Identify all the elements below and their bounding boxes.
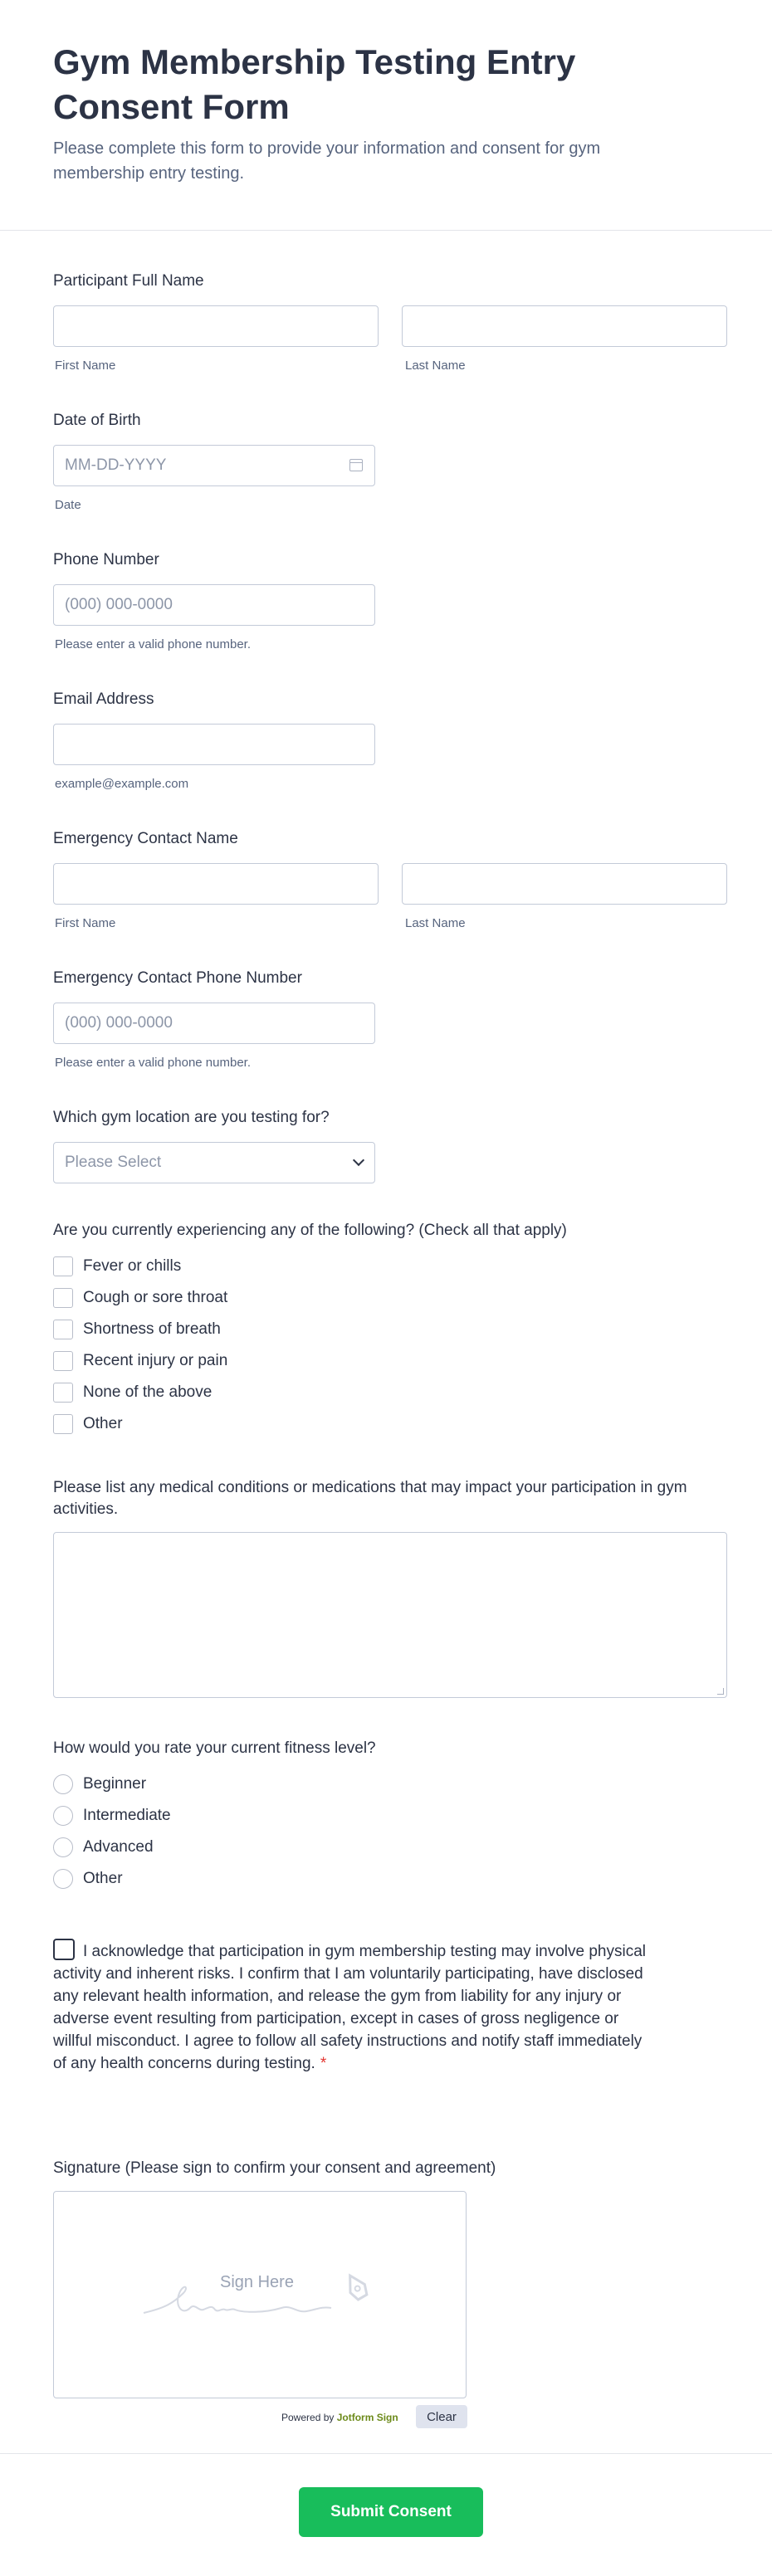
checkbox[interactable]	[53, 1414, 73, 1434]
option-label: Intermediate	[83, 1807, 171, 1824]
medical-label: Please list any medical conditions or medications that may impact your participation in gym activities.	[53, 1479, 687, 1518]
location-selected-value: Please Select	[65, 1154, 162, 1171]
chevron-down-icon	[353, 1154, 364, 1166]
emergency-first-sublabel: First Name	[55, 916, 116, 930]
radio[interactable]	[53, 1837, 73, 1857]
symptom-option[interactable]	[53, 1318, 221, 1341]
location-label: Which gym location are you testing for?	[53, 1109, 330, 1126]
emergency-name-field	[53, 828, 727, 936]
form-header	[0, 0, 772, 231]
symptom-option[interactable]	[53, 1381, 212, 1404]
phone-label: Phone Number	[53, 551, 159, 568]
emergency-last-name-input[interactable]	[402, 863, 727, 905]
page-title: Gym Membership Testing Entry Consent Form	[53, 42, 576, 126]
consent-statement	[53, 1939, 659, 2075]
consent-text: I acknowledge that participation in gym membership testing may involve physical activity and inherent risks. I confirm that I am voluntarily participating, have disclosed any relevant health information, and release the gym from liability for any injury or adverse event resulting from participation, except in cases of gross negligence or willful misconduct. I agree to follow all safety instructions and notify staff immediately of any health concerns during testing.	[53, 1943, 646, 2072]
checkbox[interactable]	[53, 1256, 73, 1276]
symptoms-label: Are you currently experiencing any of the following? (Check all that apply)	[53, 1222, 567, 1239]
radio[interactable]	[53, 1774, 73, 1794]
first-name-sublabel: First Name	[55, 359, 116, 373]
medical-field	[53, 1477, 727, 1701]
fitness-option[interactable]	[53, 1836, 154, 1859]
emergency-phone-placeholder: (000) 000-0000	[65, 1014, 173, 1032]
participant-last-name-input[interactable]	[402, 305, 727, 347]
signature-pad[interactable]	[53, 2191, 467, 2398]
jotform-sign-brand: Jotform Sign	[336, 2412, 398, 2423]
submit-button[interactable]: Submit Consent	[299, 2487, 483, 2537]
clear-signature-button[interactable]: Clear	[416, 2405, 467, 2428]
required-mark: *	[320, 2055, 327, 2072]
dob-label: Date of Birth	[53, 412, 141, 429]
calendar-icon[interactable]	[349, 459, 363, 471]
signature-label: Signature (Please sign to confirm your consent and agreement)	[53, 2159, 496, 2177]
emergency-name-label: Emergency Contact Name	[53, 830, 238, 847]
symptom-option[interactable]	[53, 1349, 227, 1373]
emergency-first-name-input[interactable]	[53, 863, 379, 905]
form-footer	[0, 2453, 772, 2576]
dob-input[interactable]	[53, 445, 375, 486]
radio[interactable]	[53, 1806, 73, 1826]
consent-checkbox[interactable]	[53, 1939, 75, 1960]
symptom-option[interactable]	[53, 1255, 181, 1278]
option-label: Advanced	[83, 1838, 154, 1856]
powered-prefix: Powered by	[281, 2412, 335, 2423]
fitness-option[interactable]	[53, 1804, 171, 1827]
location-select[interactable]	[53, 1142, 375, 1183]
participant-name-field	[53, 271, 727, 378]
dob-sublabel: Date	[55, 498, 81, 512]
symptom-option[interactable]	[53, 1412, 123, 1436]
medical-textarea[interactable]	[53, 1532, 727, 1698]
signature-field	[53, 2158, 727, 2440]
location-field	[53, 1107, 727, 1190]
option-label: None of the above	[83, 1383, 213, 1401]
emergency-phone-input[interactable]	[53, 1003, 375, 1044]
dob-placeholder: MM-DD-YYYY	[65, 456, 167, 474]
radio[interactable]	[53, 1869, 73, 1889]
email-input[interactable]	[53, 724, 375, 765]
symptoms-field	[53, 1220, 727, 1444]
emergency-last-sublabel: Last Name	[405, 916, 466, 930]
email-sublabel: example@example.com	[55, 777, 189, 791]
fitness-field	[53, 1738, 727, 1904]
symptom-option[interactable]	[53, 1286, 227, 1310]
checkbox[interactable]	[53, 1351, 73, 1371]
last-name-sublabel: Last Name	[405, 359, 466, 373]
option-label: Shortness of breath	[83, 1320, 221, 1338]
fitness-label: How would you rate your current fitness level?	[53, 1739, 376, 1757]
page-subtitle: Please complete this form to provide your information and consent for gym membership entry testing.	[53, 139, 601, 183]
resize-handle-icon[interactable]	[717, 1688, 724, 1695]
checkbox[interactable]	[53, 1383, 73, 1403]
option-label: Recent injury or pain	[83, 1352, 228, 1369]
checkbox[interactable]	[53, 1320, 73, 1339]
emergency-phone-field	[53, 968, 727, 1076]
participant-first-name-input[interactable]	[53, 305, 379, 347]
signature-hint: Sign Here	[220, 2273, 294, 2291]
fitness-option[interactable]	[53, 1867, 123, 1891]
option-label: Other	[83, 1415, 123, 1432]
option-label: Fever or chills	[83, 1257, 182, 1275]
dob-field	[53, 410, 727, 518]
checkbox[interactable]	[53, 1288, 73, 1308]
email-field	[53, 689, 727, 797]
emergency-phone-label: Emergency Contact Phone Number	[53, 969, 302, 987]
phone-input[interactable]	[53, 584, 375, 626]
powered-by	[281, 2412, 398, 2423]
option-label: Beginner	[83, 1775, 147, 1793]
signature-scribble-icon	[140, 2271, 389, 2330]
phone-sublabel: Please enter a valid phone number.	[55, 637, 251, 651]
phone-placeholder: (000) 000-0000	[65, 596, 173, 613]
emergency-phone-sublabel: Please enter a valid phone number.	[55, 1056, 251, 1070]
phone-field	[53, 549, 727, 657]
email-label: Email Address	[53, 690, 154, 708]
fitness-option[interactable]	[53, 1773, 146, 1796]
participant-name-label: Participant Full Name	[53, 272, 204, 290]
option-label: Cough or sore throat	[83, 1289, 228, 1306]
option-label: Other	[83, 1870, 123, 1887]
